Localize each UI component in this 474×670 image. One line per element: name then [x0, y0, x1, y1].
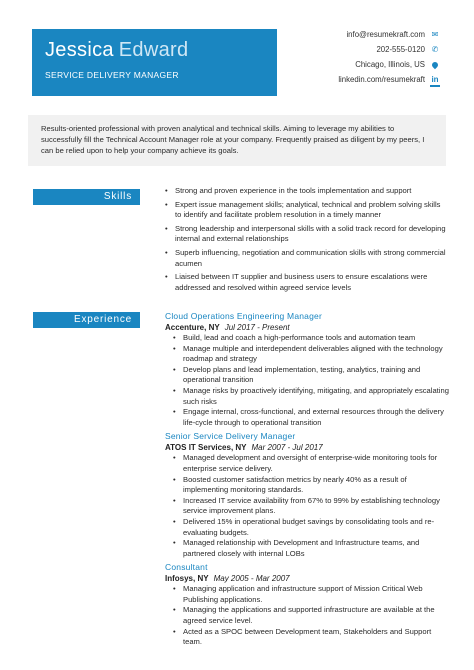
- job-bullet: • Increased IT service availability from 67% to 99% by establishing technology service improvement plans.: [173, 496, 449, 517]
- job-entry: [165, 310, 449, 428]
- job-bullets: [173, 584, 449, 648]
- job-bullets: [173, 453, 449, 559]
- skills-list-container: [165, 186, 447, 296]
- job-meta: [165, 442, 449, 453]
- contact-linkedin[interactable]: [338, 72, 440, 87]
- first-name: Jessica: [45, 39, 114, 61]
- contact-block: [338, 27, 440, 87]
- experience-heading-bar: [33, 312, 140, 328]
- job-company: Accenture, NY: [165, 323, 220, 332]
- job-bullet: • Acted as a SPOC between Development team, Stakeholders and Support team.: [173, 627, 449, 648]
- location-pin-icon: [431, 60, 439, 68]
- contact-phone[interactable]: [338, 42, 440, 57]
- job-bullet: • Managed development and oversight of enterprise-wide monitoring tools for enterprise service delivery.: [173, 453, 449, 474]
- linkedin-underline: [430, 85, 440, 87]
- contact-email[interactable]: [338, 27, 440, 42]
- location-text: Chicago, Illinois, US: [355, 59, 425, 69]
- skill-item: • Superb influencing, negotiation and communication skills with strong commercial acumen: [165, 248, 447, 269]
- job-entry: [165, 561, 449, 648]
- job-bullet: • Managing the applications and supported infrastructure are available at the agreed service level.: [173, 605, 449, 626]
- skill-item: • Expert issue management skills; analytical, technical and problem solving skills to identify and facilitate problem resolution in a timely manner: [165, 200, 447, 221]
- job-role: SERVICE DELIVERY MANAGER: [45, 70, 179, 80]
- job-meta: [165, 322, 449, 333]
- job-bullet: • Build, lead and coach a high-performance tools and automation team: [173, 333, 449, 344]
- skill-item: • Liaised between IT supplier and business users to ensure escalations were addressed and resolved within agreed service levels: [165, 272, 447, 293]
- job-title: Cloud Operations Engineering Manager: [165, 311, 322, 321]
- experience-heading: Experience: [73, 314, 132, 325]
- email-icon: ✉: [431, 29, 439, 39]
- job-bullet: • Managed relationship with Development and Infrastructure teams, and partnered closely with internal LOBs: [173, 538, 449, 559]
- linkedin-text[interactable]: linkedin.com/resumekraft: [338, 74, 425, 84]
- skill-item: • Strong and proven experience in the tools implementation and support: [165, 186, 447, 197]
- linkedin-icon: in: [431, 74, 439, 84]
- job-bullet: • Manage multiple and interdependent deliverables aligned with the technology roadmap and strategy: [173, 344, 449, 365]
- job-company: ATOS IT Services, NY: [165, 443, 247, 453]
- job-title: Senior Service Delivery Manager: [165, 431, 296, 442]
- job-dates: Mar 2007 - Jul 2017: [251, 443, 323, 453]
- skills-heading-bar: [33, 189, 140, 205]
- job-meta: [165, 573, 449, 584]
- contact-location: [338, 57, 440, 72]
- job-dates: May 2005 - Mar 2007: [213, 574, 290, 584]
- job-bullets: [173, 333, 449, 428]
- skills-list: [165, 186, 447, 293]
- job-dates: Jul 2017 - Present: [224, 323, 290, 332]
- skill-item: • Strong leadership and interpersonal skills with a solid track record for developing internal and external relationships: [165, 224, 447, 245]
- job-title: Consultant: [165, 562, 208, 573]
- job-bullet: • Manage risks by proactively identifying, mitigating, and appropriately escalating such risks: [173, 386, 449, 407]
- job-bullet: • Engage internal, cross-functional, and external resources through the delivery life-cycle through to operational transition: [173, 407, 449, 428]
- summary-box: [28, 115, 446, 166]
- job-bullet: • Delivered 15% in operational budget savings by consolidating tools and re-evaluating budgets.: [173, 517, 449, 538]
- phone-icon: ✆: [431, 44, 439, 54]
- name-banner: [32, 29, 277, 96]
- email-text[interactable]: info@resumekraft.com: [346, 29, 425, 39]
- job-bullet: • Develop plans and lead implementation, testing, analytics, training and operational transition: [173, 365, 449, 386]
- summary-text: Results-oriented professional with proven analytical and technical skills. Aiming to leverage my abilities to successfully fill the Technical Account Manager role at your company. Frequently praised as diligent by my peers, I can be relied upon to help your company achieve its goals.: [41, 124, 425, 155]
- skills-heading: Skills: [103, 191, 132, 202]
- candidate-name: [45, 39, 188, 62]
- last-name: Edward: [118, 39, 189, 61]
- job-entry: [165, 430, 449, 559]
- job-bullet: • Managing application and infrastructure support of Mission Critical Web Publishing applications.: [173, 584, 449, 605]
- phone-text[interactable]: 202-555-0120: [376, 44, 425, 54]
- job-bullet: • Boosted customer satisfaction metrics by nearly 40% as a result of implementing monitoring standards.: [173, 475, 449, 496]
- job-company: Infosys, NY: [165, 574, 209, 584]
- experience-list: [165, 310, 449, 650]
